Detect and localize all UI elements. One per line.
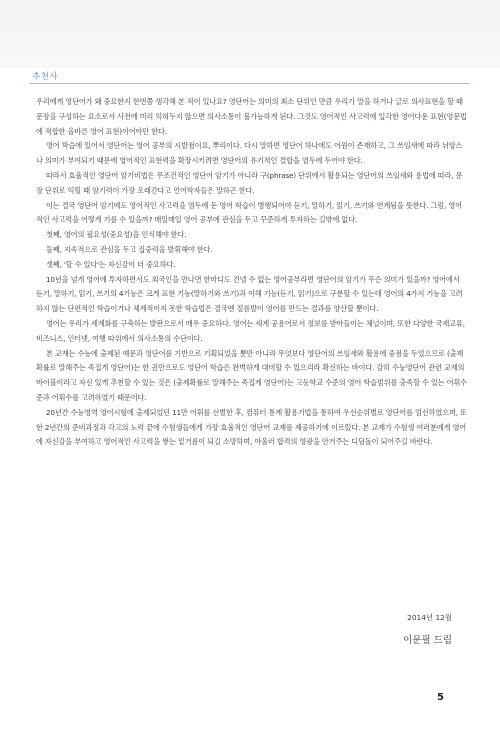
paragraph: 10년을 넘게 영어에 투자하면서도 외국인을 만나면 한마디도 건넬 수 없는 영어공부라면 영단어의 암기가 무슨 의미가 있을까? 영어에서 듣기, 말하기, 읽기, 쓰기의 4기능은 크게 표현 기능(말하기와 쓰기)과 이해 기능(듣기, 읽기)으로 구분할 수 있는데 영어의 4가지 기능을 고려하지 않는 단편적인 학습이거나 체계적이지 못한 학습법은 결국엔 절름발이 영어를 만드는 결과를 양산할 뿐이다. <box>36 274 463 314</box>
paragraph: 우리에게 영단어가 왜 중요한지 한번쯤 생각해 본 적이 있나요? 영단어는 의미의 최소 단위인 만큼 우리가 말을 하거나 글로 의사표현을 할 때 문장을 구성하는 요소로서 사전에 미리 익혀두지 않으면 의사소통이 불가능하게 된다. 그것도 영어적인 사고력에 입각한 영어다운 표현(영문법에 적합한 올바른 영어 표현)이어야만 한다. <box>36 97 467 136</box>
paragraph: 본 교재는 수능에 출제된 예문과 영단어를 기반으로 기획되었을 뿐만 아니라 무엇보다 영단어의 쓰임새와 활용에 중점을 두었으므로 (출제확률로 말해주는 족집게 영단어)는 한 권만으로도 영단어 학습은 완벽하게 대비할 수 있으리라 확신하는 바이다. 감히 수능영단어 관련 교재의 바이블이라고 자신 있게 추천할 수 있는 것은 (출제확률로 말해주는 족집게 영단어)는 고등학교 수준의 영어 학습범위를 충족할 수 있는 어휘수준과 어휘수를 고려하였기 때문이다. <box>36 348 467 402</box>
date: 2014년 12월 <box>407 613 452 622</box>
paragraph: 이는 결국 영단어 암기에도 영어적인 사고력을 염두에 둔 영어 학습이 병행되어야 듣기, 말하기, 읽기, 쓰기와 연계됨을 뜻한다. 그럼, 영어적인 사고력을 어떻게 기를 수 있을까? 매일매일 영어 공부에 관심을 두고 꾸준하게 투자하는 길밖에 없다. <box>36 200 462 225</box>
page-number: 5 <box>437 692 444 703</box>
signature: 이문필 드림 <box>403 635 452 646</box>
list-item: 둘째, 지속적으로 관심을 두고 집중력을 발휘해야 한다. <box>46 244 213 254</box>
paragraph: 따라서 효율적인 영단어 암기비법은 무조건적인 영단어 암기가 아니라 구(phrase) 단위에서 활용되는 영단어의 쓰임새와 용법에 따라, 문장 단위로 익힐 때 암기력이 가장 오래간다고 언어학자들은 말하곤 한다. <box>36 170 463 195</box>
paragraph: 영어 학습에 있어서 영단어는 영어 공부의 시발점이요, 뿌리이다. 다시 말하면 영단어 하나에도 어원이 존재하고, 그 쓰임새에 따라 뉘앙스나 의미가 부여되기 때문에 영어적인 표현력을 확장시키려면 영단어의 유기적인 결합을 염두에 두어야 한다. <box>36 141 463 166</box>
list-item: 첫째, 영어의 필요성(중요성)을 인식해야 한다. <box>46 230 187 240</box>
section-divider <box>30 83 470 84</box>
header-band <box>0 0 500 68</box>
list-item: 셋째, '할 수 있다'는 자신감이 더 중요하다. <box>46 259 176 269</box>
paragraph: 20년간 수능영역 영어시험에 출제되었던 11만 어휘를 선별한 후, 컴퓨터 통계 활용기법을 통하여 우선순위별로 영단어를 엄선하였으며, 또한 2년간의 준비과정과 각고의 노력 끝에 수험생들에게 가장 효율적인 영단어 교재를 제공하기에 이르렀다. 본 교재가 수험생 여러분에게 영어에 자신감을 부여하고 영어적인 사고력을 쌓는 밑거름이 되길 소망하며, 아울러 합격의 영광을 안겨주는 디딤돌이 되어주길 바란다. <box>36 407 467 447</box>
paragraph: 영어는 우리가 세계화를 구축하는 발판으로서 매우 중요하다. 영어는 세계 공용어로서 정보를 받아들이는 채널이며, 또한 다양한 국제교류, 비즈니스, 인터넷, 여행 따위에서 의사소통의 수단이다. <box>36 318 465 343</box>
preface-body <box>36 95 468 450</box>
section-label: 추천사 <box>32 72 59 82</box>
